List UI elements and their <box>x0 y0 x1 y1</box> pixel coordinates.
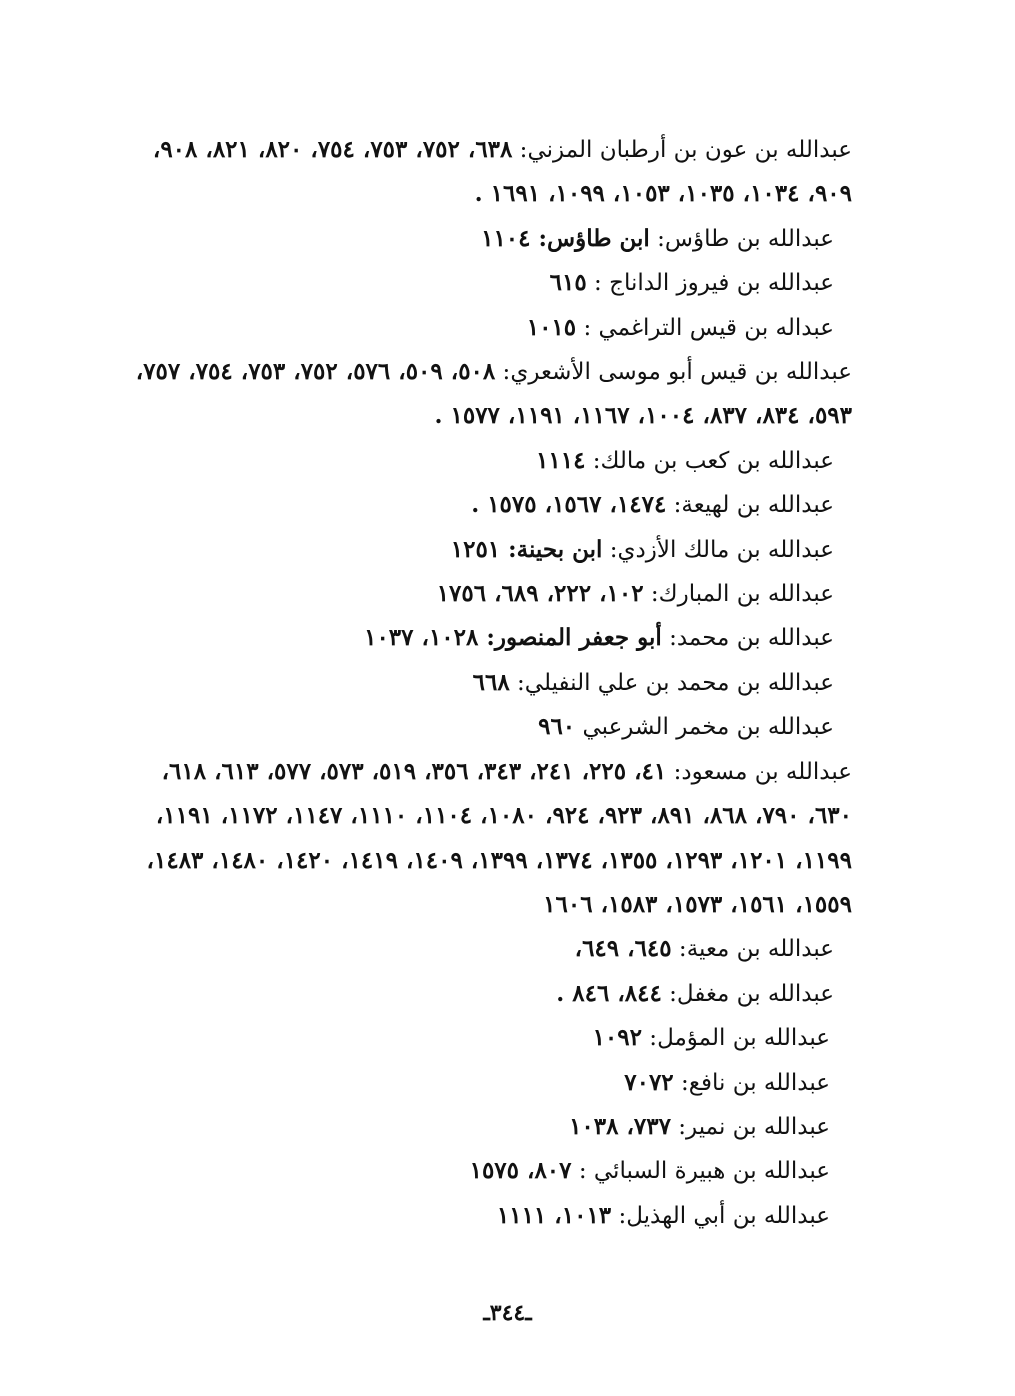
entry-name: عبدالله بن مالك الأزدي <box>617 536 834 563</box>
entry-page-refs: ٦٦٨ <box>472 668 510 696</box>
entry-page-refs: ٧٠٧٢ <box>624 1068 674 1096</box>
entry-separator: : <box>643 581 659 608</box>
entry-page-refs: ابن طاؤس: ١١٠٤ <box>481 224 650 252</box>
entry-page-refs: ٧٣٧، ١٠٣٨ <box>569 1112 671 1140</box>
entry-page-refs: ٦٤٥، ٦٤٩، <box>574 935 672 963</box>
entry-name: عبدالله بن محمد <box>676 625 834 652</box>
entry-name: عبداله بن قيس التراغمي <box>598 314 834 341</box>
entry-separator: : <box>602 536 618 563</box>
index-entry <box>110 572 852 616</box>
index-entry <box>110 1194 852 1238</box>
entry-name: عبدالله بن محمد بن علي النفيلي <box>524 669 834 696</box>
entry-separator: : <box>671 936 687 963</box>
page-number: ـ٣٤٤ـ <box>483 1300 532 1326</box>
entry-page-refs: ٩٦٠ <box>538 713 576 741</box>
entry-name: عبدالله بن أبي الهذيل <box>626 1202 830 1229</box>
index-entry <box>110 261 852 305</box>
entry-separator: : <box>509 669 525 696</box>
entry-page-refs: ٤١، ٢٢٥، ٢٤١، ٣٤٣، ٣٥٦، ٥١٩، ٥٧٣، ٥٧٧، ٦١٣، ٦١٨، ٦٣٠، ٧٩٠، ٨٦٨، ٨٩١، ٩٢٣، ٩٢٤، ١٠٨٠، ١١٠٤، ١١١٠، ١١٤٧، ١١٧٢، ١١٩١، ١١٩٩، ١٢٠١، ١٢٩٣، ١٣٥٥، ١٣٧٤، ١٣٩٩، ١٤٠٩، ١٤١٩، ١٤٢٠، ١٤٨٠، ١٤٨٣، ١٥٥٩، ١٥٦١، ١٥٧٣، ١٥٨٣، ١٦٠٦ <box>146 757 852 918</box>
entry-separator: : <box>576 314 599 341</box>
index-entry <box>110 1149 852 1193</box>
entry-page-refs: ٨٤٤، ٨٤٦ . <box>556 979 662 1007</box>
entry-name: عبدالله بن طاؤس <box>664 225 834 252</box>
index-entry <box>110 439 852 483</box>
entry-separator: : <box>585 447 601 474</box>
entry-separator: : <box>512 137 528 163</box>
entry-name: عبدالله بن المؤمل <box>657 1025 830 1052</box>
entry-name: عبدالله بن نافع <box>688 1069 830 1096</box>
entry-page-refs: ٥٠٨، ٥٠٩، ٥٧٦، ٧٥٢، ٧٥٣، ٧٥٤، ٧٥٧، ٥٩٣، ٨٣٤، ٨٣٧، ١٠٠٤، ١١٦٧، ١١٩١، ١٥٧٧ . <box>135 358 852 430</box>
entry-name: عبدالله بن كعب بن مالك <box>600 447 834 474</box>
entry-separator: : <box>673 1069 689 1096</box>
entry-page-refs: ١٠٩٢ <box>592 1024 642 1052</box>
entry-name: عبدالله بن هبيرة السبائي <box>593 1158 830 1185</box>
entry-name: عبدالله بن مخمر الشرعبي <box>582 714 834 741</box>
entry-page-refs: ١١١٤ <box>536 446 586 474</box>
index-entry <box>110 483 852 527</box>
entry-separator: : <box>661 980 677 1007</box>
entry-name: عبدالله بن قيس أبو موسى الأشعري <box>510 359 852 386</box>
entry-page-refs: ٦١٥ <box>549 269 587 297</box>
index-entry <box>110 350 852 439</box>
entry-separator: : <box>670 1113 687 1140</box>
entry-separator: : <box>661 625 677 652</box>
index-entry <box>110 972 852 1016</box>
index-entry <box>110 927 852 971</box>
entry-separator: : <box>586 270 610 297</box>
entry-name: عبدالله بن عون بن أرطبان المزني <box>527 137 852 163</box>
entry-name: عبدالله بن نمير <box>686 1113 830 1140</box>
index-entry <box>110 306 852 350</box>
entry-separator: : <box>642 1025 658 1052</box>
index-entry <box>110 128 852 217</box>
entry-page-refs: ٦٣٨، ٧٥٢، ٧٥٣، ٧٥٤، ٨٢٠، ٨٢١، ٩٠٨، ٩٠٩، ١٠٣٤، ١٠٣٥، ١٠٥٣، ١٠٩٩، ١٦٩١ . <box>152 136 852 208</box>
entry-page-refs: ١٠١٣، ١١١١ <box>496 1201 612 1229</box>
index-entry <box>110 1061 852 1105</box>
entry-page-refs: ١٠١٥ <box>526 313 577 341</box>
entry-separator: : <box>666 492 682 519</box>
entry-name: عبدالله بن مغفل <box>676 980 834 1007</box>
entry-separator: : <box>571 1158 594 1185</box>
index-entry <box>110 705 852 749</box>
entry-separator: : <box>649 225 665 252</box>
entry-name: عبدالله بن المبارك <box>658 581 834 608</box>
entry-name: عبدالله بن لهيعة <box>681 492 834 519</box>
entry-page-refs: ١٤٧٤، ١٥٦٧، ١٥٧٥ . <box>471 491 667 519</box>
index-entry <box>110 1105 852 1149</box>
index-entry <box>110 217 852 261</box>
entry-name: عبدالله بن معية <box>686 936 834 963</box>
index-entries <box>110 128 852 1238</box>
entry-page-refs: ابن بحينة: ١٢٥١ <box>450 535 603 563</box>
index-entry <box>110 528 852 572</box>
entry-separator: : <box>495 359 511 386</box>
entry-page-refs: أبو جعفر المنصور: ١٠٢٨، ١٠٣٧ <box>364 624 662 652</box>
index-entry <box>110 750 852 928</box>
index-entry <box>110 616 852 660</box>
entry-page-refs: ٨٠٧، ١٥٧٥ <box>469 1157 572 1185</box>
index-entry <box>110 661 852 705</box>
entry-name: عبدالله بن فيروز الداناج <box>609 270 834 297</box>
entry-name: عبدالله بن مسعود <box>681 758 852 785</box>
entry-separator: : <box>666 758 682 785</box>
index-entry <box>110 1016 852 1060</box>
entry-page-refs: ١٠٢، ٢٢٢، ٦٨٩، ١٧٥٦ <box>436 580 644 608</box>
entry-separator: : <box>611 1202 627 1229</box>
